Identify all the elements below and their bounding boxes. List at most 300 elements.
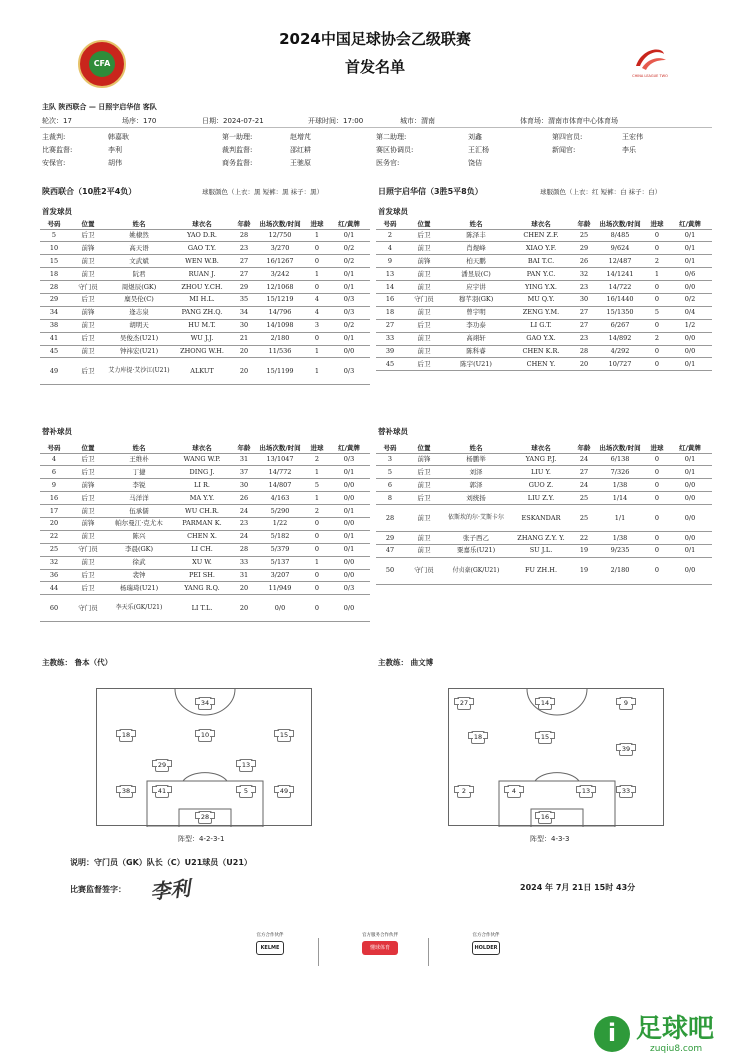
table-cell: LI G.T.	[508, 319, 574, 332]
table-row	[40, 517, 370, 530]
table-cell: MA Y.Y.	[170, 492, 234, 505]
table-cell: 2	[646, 255, 668, 268]
player-shirt-icon: 10	[198, 729, 212, 742]
player-shirt-icon: 13	[239, 759, 253, 772]
table-cell: 47	[376, 544, 404, 557]
player-shirt-icon: 18	[119, 729, 133, 742]
table-cell: 后卫	[404, 229, 444, 242]
watermark-name: 足球吧	[636, 1014, 715, 1044]
column-header: 红/黄牌	[328, 442, 370, 453]
table-cell: 守门员	[68, 281, 108, 294]
sponsor-dongqiudi	[350, 932, 410, 955]
official-role: 新闻官:	[552, 146, 576, 154]
table-cell: 14/892	[594, 332, 646, 345]
table-cell: 0/2	[328, 242, 370, 255]
table-cell: 10/727	[594, 358, 646, 371]
table-cell: 0	[646, 544, 668, 557]
column-header: 进球	[306, 442, 328, 453]
sponsor-kelme	[240, 932, 300, 955]
city: 城市：渭南	[400, 117, 435, 125]
home-subs-table	[40, 442, 370, 622]
table-cell: 前卫	[68, 255, 108, 268]
table-cell: 1	[646, 268, 668, 281]
away-formation-pitch	[448, 688, 664, 826]
table-cell: 1	[306, 492, 328, 505]
table-cell: 29	[40, 293, 68, 306]
home-starting-table	[40, 218, 370, 385]
table-cell: PAN Y.C.	[508, 268, 574, 281]
official-role: 安保官:	[42, 159, 66, 167]
table-cell: 前卫	[68, 268, 108, 281]
table-row	[40, 505, 370, 518]
table-cell: 0	[646, 319, 668, 332]
away-starting-label: 首发球员	[378, 207, 408, 216]
table-row	[40, 466, 370, 479]
official-role: 商务监督:	[222, 159, 253, 167]
table-cell: 29	[376, 532, 404, 545]
table-cell: 5/379	[254, 543, 306, 556]
table-cell: 0	[646, 281, 668, 294]
table-cell: 0	[646, 345, 668, 358]
table-cell: 帕尔曼江·克尤木	[108, 517, 170, 530]
table-cell: 16/1440	[594, 293, 646, 306]
table-cell: 16	[40, 492, 68, 505]
table-cell: 29	[574, 242, 594, 255]
table-cell: 5/290	[254, 505, 306, 518]
table-cell: 24	[234, 530, 254, 543]
table-cell: 后卫	[404, 358, 444, 371]
column-header: 姓名	[108, 442, 170, 453]
table-cell: 14/807	[254, 479, 306, 492]
table-cell: 守门员	[404, 557, 444, 584]
table-cell: LI T.L.	[170, 595, 234, 622]
table-cell: 19	[574, 557, 594, 584]
table-cell: RUAN J.	[170, 268, 234, 281]
table-cell: 0/3	[328, 358, 370, 385]
table-row	[40, 281, 370, 294]
table-row	[40, 229, 370, 242]
table-cell: 41	[40, 332, 68, 345]
player-shirt-icon: 49	[277, 785, 291, 798]
column-header: 位置	[68, 218, 108, 229]
table-cell: 6	[40, 466, 68, 479]
table-cell: 0/1	[328, 268, 370, 281]
table-cell: 0/0	[328, 569, 370, 582]
table-cell: 50	[376, 557, 404, 584]
table-cell: 0/1	[668, 255, 712, 268]
official-role: 赛区协调员:	[376, 146, 414, 154]
cfa-logo-text: CFA	[89, 51, 115, 77]
table-row	[40, 332, 370, 345]
table-row	[40, 293, 370, 306]
table-cell: 0/1	[328, 466, 370, 479]
table-cell: 5/182	[254, 530, 306, 543]
column-header: 进球	[646, 442, 668, 453]
official-role: 第二助理:	[376, 133, 407, 141]
table-cell: 前卫	[404, 306, 444, 319]
table-cell: 27	[234, 255, 254, 268]
official-name: 李乐	[622, 146, 636, 154]
table-cell: 前卫	[68, 556, 108, 569]
sponsor-divider	[428, 938, 429, 966]
table-cell: 陈宇(U21)	[444, 358, 508, 371]
table-cell: 20	[574, 358, 594, 371]
table-cell: 刘泽	[444, 466, 508, 479]
table-cell: 3/207	[254, 569, 306, 582]
table-cell: 0/1	[668, 544, 712, 557]
table-header-row	[376, 442, 712, 453]
player-shirt-icon: 4	[507, 785, 521, 798]
table-cell: 9	[40, 479, 68, 492]
table-cell: 15/1350	[594, 306, 646, 319]
table-cell: GUO Z.	[508, 479, 574, 492]
table-cell: 20	[234, 595, 254, 622]
table-cell: 22	[574, 532, 594, 545]
column-header: 出场次数/时间	[254, 218, 306, 229]
table-cell: 0/0	[668, 557, 712, 584]
table-cell: 0/6	[668, 268, 712, 281]
table-row	[376, 306, 712, 319]
table-cell: 28	[574, 345, 594, 358]
table-cell: 郭泽	[444, 479, 508, 492]
table-cell: 0/0	[328, 479, 370, 492]
player-shirt-icon: 39	[619, 743, 633, 756]
kelme-logo: KELME	[256, 941, 284, 955]
player-shirt-icon: 41	[155, 785, 169, 798]
table-cell: 31	[234, 453, 254, 466]
table-cell: 37	[234, 466, 254, 479]
table-cell: 0/2	[328, 319, 370, 332]
table-cell: 23	[234, 517, 254, 530]
table-cell: 1	[306, 229, 328, 242]
column-header: 出场次数/时间	[254, 442, 306, 453]
table-cell: 23	[574, 332, 594, 345]
table-cell: 23	[234, 242, 254, 255]
official-name: 韩嘉耿	[108, 133, 129, 141]
player-shirt-icon: 9	[619, 697, 633, 710]
column-header: 红/黄牌	[668, 218, 712, 229]
table-cell: GAO T.Y.	[170, 242, 234, 255]
table-cell: 12/750	[254, 229, 306, 242]
table-cell: 4	[40, 453, 68, 466]
table-cell: 24	[574, 453, 594, 466]
table-row	[40, 306, 370, 319]
table-cell: 4/163	[254, 492, 306, 505]
table-cell: 34	[40, 306, 68, 319]
table-cell: 后卫	[68, 358, 108, 385]
table-cell: 裴钟	[108, 569, 170, 582]
league-swoosh-icon	[628, 44, 672, 74]
table-cell: 5	[646, 306, 668, 319]
legend-note: 说明：守门员（GK）队长（C）U21球员（U21）	[70, 858, 252, 867]
table-cell: 2	[646, 332, 668, 345]
table-cell: 8/485	[594, 229, 646, 242]
table-cell: 粟嘉乐(U21)	[444, 544, 508, 557]
table-cell: ZENG Y.M.	[508, 306, 574, 319]
player-shirt-icon: 18	[471, 731, 485, 744]
table-cell: 6	[376, 479, 404, 492]
table-cell: 3	[376, 453, 404, 466]
column-header: 姓名	[444, 218, 508, 229]
table-cell: 2	[306, 505, 328, 518]
table-cell: 0	[306, 517, 328, 530]
table-cell: 14/796	[254, 306, 306, 319]
table-cell: 14/722	[594, 281, 646, 294]
table-cell: 5/137	[254, 556, 306, 569]
table-row	[40, 358, 370, 385]
table-cell: 1/22	[254, 517, 306, 530]
table-cell: 0/0	[668, 281, 712, 294]
table-cell: WANG W.P.	[170, 453, 234, 466]
signature-label: 比赛监督签字：	[70, 885, 126, 894]
table-cell: 3/242	[254, 268, 306, 281]
table-row	[40, 492, 370, 505]
player-shirt-icon: 34	[198, 697, 212, 710]
table-cell: 0/1	[328, 543, 370, 556]
table-cell: 前锋	[68, 242, 108, 255]
official-name: 饶佶	[468, 159, 482, 167]
table-cell: 后卫	[68, 466, 108, 479]
table-cell: 1/1	[594, 505, 646, 532]
table-cell: 1	[306, 556, 328, 569]
table-cell: 0/0	[668, 332, 712, 345]
table-cell: XIAO Y.F.	[508, 242, 574, 255]
table-cell: 2/180	[594, 557, 646, 584]
table-cell: 0	[306, 569, 328, 582]
column-header: 红/黄牌	[668, 442, 712, 453]
table-cell: 依斯坎的尔·艾斯卡尔	[444, 505, 508, 532]
away-kit-colors: 球服颜色（上衣：红 短裤：白 袜子：白）	[540, 188, 662, 196]
table-cell: 文武斌	[108, 255, 170, 268]
table-cell: 7/326	[594, 466, 646, 479]
table-cell: 5	[376, 466, 404, 479]
table-cell: 0	[306, 595, 328, 622]
table-cell: 前卫	[404, 281, 444, 294]
table-cell: 逄志泉	[108, 306, 170, 319]
table-cell: 糜昊伦(C)	[108, 293, 170, 306]
table-cell: 0	[646, 293, 668, 306]
table-cell: 23	[574, 281, 594, 294]
zuqiu8-watermark	[588, 1014, 748, 1058]
table-cell: 6/138	[594, 453, 646, 466]
holder-logo: HOLDER	[472, 941, 500, 955]
table-cell: 前卫	[68, 345, 108, 358]
table-cell: 24	[234, 505, 254, 518]
table-cell: 27	[234, 268, 254, 281]
table-cell: 14/1241	[594, 268, 646, 281]
column-header: 红/黄牌	[328, 218, 370, 229]
player-shirt-icon: 13	[579, 785, 593, 798]
table-cell: 0/1	[328, 530, 370, 543]
table-cell: 0/0	[668, 492, 712, 505]
table-cell: 艾力库提·艾沙江(U21)	[108, 358, 170, 385]
table-cell: 潘昱辰(C)	[444, 268, 508, 281]
table-cell: 0/1	[668, 242, 712, 255]
table-cell: 3/270	[254, 242, 306, 255]
table-cell: ZHONG W.H.	[170, 345, 234, 358]
table-row	[40, 556, 370, 569]
column-header: 位置	[68, 442, 108, 453]
table-cell: 0/1	[668, 229, 712, 242]
player-shirt-icon: 27	[457, 697, 471, 710]
table-cell: 0/4	[668, 306, 712, 319]
table-cell: DING J.	[170, 466, 234, 479]
table-cell: 20	[40, 517, 68, 530]
table-row	[376, 345, 712, 358]
table-cell: HU M.T.	[170, 319, 234, 332]
player-shirt-icon: 38	[119, 785, 133, 798]
player-shirt-icon: 33	[619, 785, 633, 798]
table-cell: 8	[376, 492, 404, 505]
table-cell: ESKANDAR	[508, 505, 574, 532]
table-cell: 0	[646, 466, 668, 479]
table-cell: 10	[40, 242, 68, 255]
table-cell: 0/3	[328, 453, 370, 466]
table-row	[376, 242, 712, 255]
table-cell: 36	[40, 569, 68, 582]
table-cell: 30	[574, 293, 594, 306]
table-cell: LI R.	[170, 479, 234, 492]
table-cell: 11/536	[254, 345, 306, 358]
table-cell: 0/0	[668, 505, 712, 532]
table-cell: 15	[40, 255, 68, 268]
table-cell: 33	[234, 556, 254, 569]
table-cell: 38	[40, 319, 68, 332]
table-cell: 25	[574, 505, 594, 532]
official-role: 医务官:	[376, 159, 400, 167]
home-starting-label: 首发球员	[42, 207, 72, 216]
table-cell: 0	[646, 492, 668, 505]
table-cell: 0/1	[328, 281, 370, 294]
table-cell: 0	[306, 332, 328, 345]
table-cell: 39	[376, 345, 404, 358]
table-cell: 16	[376, 293, 404, 306]
player-shirt-icon: 15	[538, 731, 552, 744]
sponsor-caption: 官方服务合作伙伴	[362, 933, 398, 938]
table-cell: 0/1	[668, 453, 712, 466]
table-cell: 11/949	[254, 582, 306, 595]
table-cell: LI CH.	[170, 543, 234, 556]
table-row	[376, 229, 712, 242]
table-cell: 马洋洋	[108, 492, 170, 505]
table-cell: 钟祎宏(U21)	[108, 345, 170, 358]
table-row	[40, 453, 370, 466]
table-cell: CHEN Z.F.	[508, 229, 574, 242]
away-team-name: 日照宇启华信（3胜5平8负）	[378, 187, 483, 196]
home-formation-pitch	[96, 688, 312, 826]
divider	[40, 127, 712, 128]
official-name: 刘鑫	[468, 133, 482, 141]
table-cell: 25	[40, 543, 68, 556]
table-cell: 付贞豪(GK/U21)	[444, 557, 508, 584]
column-header: 进球	[646, 218, 668, 229]
table-cell: 0/2	[328, 255, 370, 268]
table-cell: GAO Y.X.	[508, 332, 574, 345]
official-name: 邵红耕	[290, 146, 311, 154]
table-cell: 前锋	[404, 453, 444, 466]
table-cell: 后卫	[68, 229, 108, 242]
table-cell: 前卫	[404, 332, 444, 345]
column-header: 球衣名	[508, 218, 574, 229]
table-cell: 35	[234, 293, 254, 306]
table-cell: 44	[40, 582, 68, 595]
table-cell: 0/0	[328, 517, 370, 530]
official-role: 裁判监督:	[222, 146, 253, 154]
table-cell: 2	[306, 453, 328, 466]
table-cell: 陈科睿	[444, 345, 508, 358]
table-cell: 0	[646, 505, 668, 532]
venue: 体育场：渭南市体育中心体育场	[520, 117, 618, 125]
table-cell: 前卫	[404, 505, 444, 532]
table-cell: 后卫	[68, 492, 108, 505]
table-cell: 0	[646, 557, 668, 584]
table-cell: 0/0	[668, 479, 712, 492]
table-cell: 肖煜峰	[444, 242, 508, 255]
table-row	[40, 569, 370, 582]
table-cell: YANG R.Q.	[170, 582, 234, 595]
sign-timestamp: 2024 年 7月 21日 15时 43分	[520, 883, 636, 892]
page-title: 2024中国足球协会乙级联赛	[279, 30, 471, 48]
official-name: 王驰原	[290, 159, 311, 167]
table-cell: 15/1199	[254, 358, 306, 385]
table-cell: 1	[306, 345, 328, 358]
table-cell: 32	[40, 556, 68, 569]
page-subtitle: 首发名单	[344, 58, 405, 76]
table-cell: XU W.	[170, 556, 234, 569]
table-cell: 0	[646, 358, 668, 371]
table-cell: 5	[40, 229, 68, 242]
table-cell: 0/1	[668, 466, 712, 479]
table-cell: 20	[234, 358, 254, 385]
table-cell: YAO D.R.	[170, 229, 234, 242]
sponsor-caption: 官方合作伙伴	[472, 933, 500, 938]
match-date: 日期：2024-07-21	[202, 117, 264, 125]
table-cell: 守门员	[404, 293, 444, 306]
table-cell: 27	[574, 306, 594, 319]
away-pitch-lines	[449, 689, 665, 827]
column-header: 年龄	[574, 442, 594, 453]
table-cell: 45	[40, 345, 68, 358]
table-cell: 姚棣然	[108, 229, 170, 242]
table-cell: 李晨(GK)	[108, 543, 170, 556]
home-coach: 主教练： 鲁本（代）	[42, 658, 113, 667]
table-cell: PEI SH.	[170, 569, 234, 582]
official-role: 主裁判:	[42, 133, 66, 141]
table-cell: YANG P.J.	[508, 453, 574, 466]
table-cell: 25	[574, 492, 594, 505]
table-cell: 后卫	[68, 569, 108, 582]
table-cell: 前卫	[404, 532, 444, 545]
column-header: 出场次数/时间	[594, 218, 646, 229]
table-cell: 6/267	[594, 319, 646, 332]
column-header: 位置	[404, 442, 444, 453]
table-cell: WEN W.B.	[170, 255, 234, 268]
table-cell: 柏天鹏	[444, 255, 508, 268]
player-shirt-icon: 15	[277, 729, 291, 742]
table-cell: 1/38	[594, 479, 646, 492]
away-starting-table	[376, 218, 712, 371]
table-row	[40, 582, 370, 595]
table-cell: 0	[646, 532, 668, 545]
table-cell: 28	[376, 505, 404, 532]
table-cell: 周煜辰(GK)	[108, 281, 170, 294]
table-cell: 0	[306, 530, 328, 543]
sponsor-divider	[318, 938, 319, 966]
table-cell: 1	[306, 466, 328, 479]
table-cell: 16/1267	[254, 255, 306, 268]
table-cell: 20	[234, 582, 254, 595]
table-cell: 0/0	[254, 595, 306, 622]
